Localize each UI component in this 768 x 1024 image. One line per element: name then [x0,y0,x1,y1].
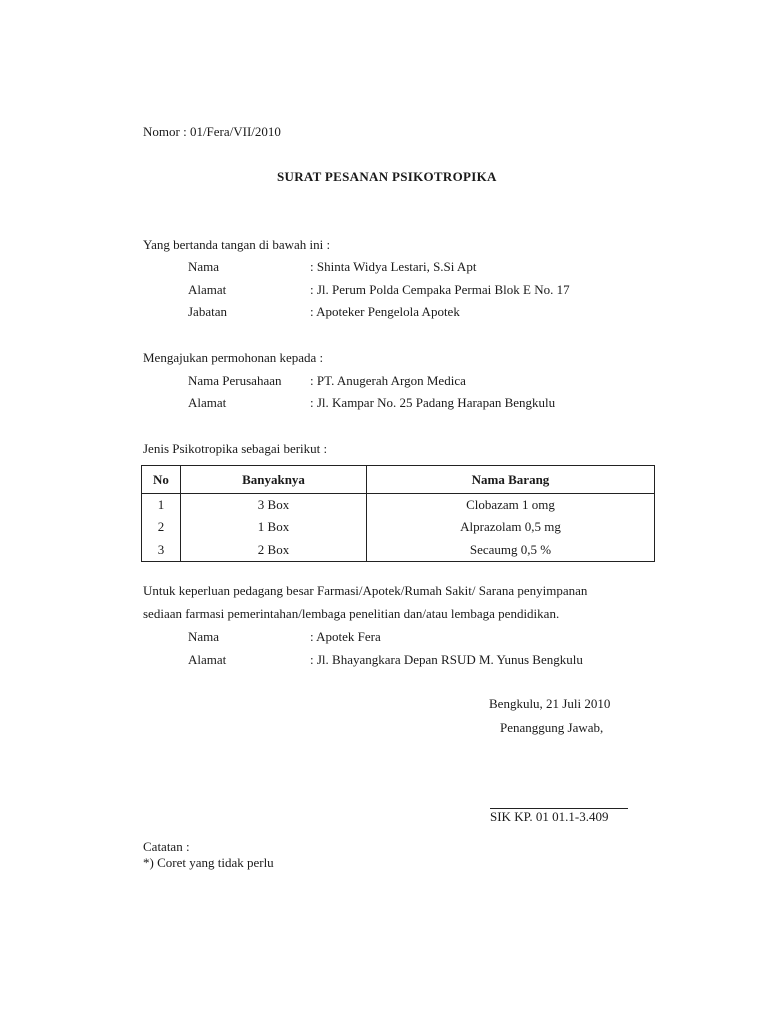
header-item-name: Nama Barang [367,466,655,494]
signer-address-label: Alamat [188,282,227,297]
header-qty: Banyaknya [181,466,367,494]
signer-name-label: Nama [188,259,220,274]
row-item-name: Alprazolam 0,5 mg [367,516,655,538]
signer-address-value: : Jl. Perum Polda Cempaka Permai Blok E No. 17 [310,282,570,297]
notes-label: Catatan : [143,839,190,854]
row-qty: 1 Box [181,516,367,538]
row-no: 2 [142,516,181,538]
row-qty: 3 Box [181,494,367,517]
header-no: No [142,466,181,494]
signer-name-value: : Shinta Widya Lestari, S.Si Apt [310,259,477,274]
letter-title: SURAT PESANAN PSIKOTROPIKA [277,169,497,184]
place-date: Bengkulu, 21 Juli 2010 [489,696,611,711]
sik-number: SIK KP. 01 01.1-3.409 [490,809,609,824]
items-table [141,465,655,562]
company-name-value: : PT. Anugerah Argon Medica [310,373,466,388]
table-row [142,494,655,517]
recipient-intro: Mengajukan permohonan kepada : [143,350,324,365]
row-item-name: Clobazam 1 omg [367,494,655,517]
purpose-line-2: sediaan farmasi pemerintahan/lembaga penelitian dan/atau lembaga pendidikan. [143,606,560,621]
signer-position-label: Jabatan [188,304,227,319]
purpose-line-1: Untuk keperluan pedagang besar Farmasi/Apotek/Rumah Sakit/ Sarana penyimpanan [143,583,588,598]
row-item-name: Secaumg 0,5 % [367,539,655,562]
table-header-row [142,466,655,494]
row-no: 3 [142,539,181,562]
signer-intro: Yang bertanda tangan di bawah ini : [143,237,331,252]
row-no: 1 [142,494,181,517]
notes-text: *) Coret yang tidak perlu [143,855,274,870]
company-address-label: Alamat [188,395,227,410]
company-address-value: : Jl. Kampar No. 25 Padang Harapan Bengkulu [310,395,556,410]
row-qty: 2 Box [181,539,367,562]
table-row [142,539,655,562]
pharmacy-address-value: : Jl. Bhayangkara Depan RSUD M. Yunus Bengkulu [310,652,583,667]
signer-position-value: : Apoteker Pengelola Apotek [310,304,460,319]
company-name-label: Nama Perusahaan [188,373,282,388]
letter-number: Nomor : 01/Fera/VII/2010 [143,124,281,139]
pharmacy-name-value: : Apotek Fera [310,629,381,644]
pharmacy-name-label: Nama [188,629,220,644]
table-row [142,516,655,538]
pharmacy-address-label: Alamat [188,652,227,667]
items-intro: Jenis Psikotropika sebagai berikut : [143,441,328,456]
signatory-role: Penanggung Jawab, [500,720,604,735]
